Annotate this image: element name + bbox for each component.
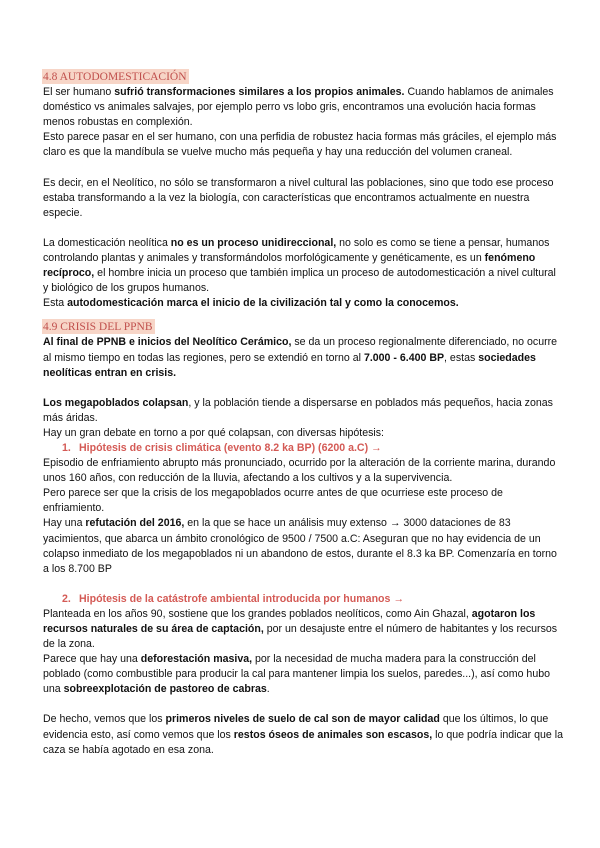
bold-text: 7.000 - 6.400 BP: [363, 351, 445, 364]
text: De hecho, vemos que los: [43, 713, 166, 726]
paragraph: [43, 607, 563, 652]
spacer: [43, 311, 563, 319]
bold-text: autodomesticación marca el inicio de la civilización tal y como la conocemos.: [67, 297, 459, 310]
paragraph: Hay un gran debate en torno a por qué colapsan, con diversas hipótesis:: [43, 426, 384, 439]
hypothesis-title: Hipótesis de la catástrofe ambiental introducida por humanos →: [79, 592, 404, 605]
text: el hombre inicia un proceso que también implica un proceso de autodomesticación a nivel cultural y biológico de los grupos humanos.: [43, 267, 556, 295]
paragraph: [43, 236, 563, 296]
document-page: [43, 69, 563, 758]
text: se da un proceso regionalmente diferenciado, no ocurre al mismo tiempo en todas las regiones, pero se extendió en torno al: [43, 336, 558, 364]
bold-text: primeros niveles de suelo de cal son de mayor calidad: [165, 713, 440, 726]
text: Planteada en los años 90, sostiene que los grandes poblados neolíticos, como Ain Ghazal,: [43, 607, 472, 620]
text: que los últimos, lo que evidencia esto, así como vemos que los: [43, 713, 549, 741]
bold-text: deforestación masiva,: [140, 653, 253, 666]
bold-text: fenómeno recíproco,: [43, 251, 536, 280]
spacer: [43, 697, 563, 712]
paragraph: Pero parece ser que la crisis de los megapoblados ocurre antes de que ocurriese este proceso de enfriamiento.: [43, 487, 503, 515]
hypothesis-heading-human: [43, 592, 563, 607]
paragraph: Es decir, en el Neolítico, no sólo se transformaron a nivel cultural las poblaciones, sino que todo ese proceso estaba transformando a la vez la biología, con características que encontramos actualmente en nuestra especie.: [43, 176, 554, 219]
text: , estas: [444, 351, 479, 364]
text: por la necesidad de mucha madera para la construcción del poblado (como combustible para producir la cal para mantener limpia los suelos, paredes...), así como hubo una: [43, 653, 550, 696]
paragraph: Episodio de enfriamiento abrupto más pronunciado, ocurrido por la alteración de la corriente marina, durando unos 160 años, con reducción de la lluvia, afectando a los cultivos y a la supervivencia.: [43, 457, 556, 485]
paragraph: [43, 712, 563, 757]
list-number: 1.: [62, 441, 71, 454]
bold-text: restos óseos de animales son escasos,: [233, 728, 433, 741]
paragraph: [43, 335, 563, 380]
text: en la que se hace un análisis muy extenso → 3000 dataciones de 83 yacimientos, que abarca un ámbito cronológico de 9500 / 7500 a.C: Aseguran que no hay evidencia de un colapso inmediato de los megapoblados ni un abandono de estos, durante el 8.3 ka BP. Comenzaría en torno a los 8.700 BP: [43, 517, 557, 575]
text: Hay una: [43, 517, 86, 530]
spacer: [43, 221, 563, 236]
text: Esta: [43, 297, 68, 310]
bold-text: no es un proceso unidireccional,: [170, 236, 337, 249]
text: Cuando hablamos de animales doméstico vs animales salvajes, por ejemplo perro vs lobo gris, encontramos una evolución hacia formas menos robustas en complexión.: [43, 86, 554, 129]
paragraph: [43, 85, 563, 130]
bold-text: sufrió transformaciones similares a los propios animales.: [114, 86, 405, 99]
text: , y la población tiende a dispersarse en poblados más pequeños, hacia zonas más áridas.: [43, 396, 553, 424]
spacer: [43, 577, 563, 592]
text: por un desajuste entre el número de habitantes y los recursos de la zona.: [43, 623, 558, 651]
bold-text: sobreexplotación de pastoreo de cabras: [63, 683, 267, 696]
list-number: 2.: [62, 592, 71, 605]
bold-text: sociedades neolíticas entran en crisis.: [43, 351, 536, 379]
text: no solo es como se tiene a pensar, humanos controlando plantas y animales y transformándolos morfológicamente y genéticamente, es un: [43, 236, 550, 264]
section-heading-autodomesticacion: 4.8 AUTODOMESTICACIÓN: [43, 71, 187, 83]
text: .: [266, 683, 270, 696]
paragraph: Esto parece pasar en el ser humano, con una perfidia de robustez hacia formas más gráciles, el ejemplo más claro es que la mandíbula se vuelve mucho más pequeña y hay una reducción del volumen craneal.: [43, 131, 557, 159]
paragraph: [43, 396, 563, 426]
paragraph: [43, 296, 563, 311]
bold-text: Los megapoblados colapsan: [43, 396, 189, 409]
bold-text: Al final de PPNB e inicios del Neolítico Cerámico,: [43, 336, 292, 349]
hypothesis-heading-climatic: [43, 441, 563, 456]
paragraph: [43, 516, 563, 576]
text: lo que podría indicar que la caza se había agotado en esa zona.: [43, 728, 563, 756]
spacer: [43, 381, 563, 396]
paragraph: [43, 652, 563, 697]
text: La domesticación neolítica: [43, 236, 171, 249]
text: Parece que hay una: [43, 653, 141, 666]
bold-text: refutación del 2016,: [85, 517, 185, 530]
spacer: [43, 161, 563, 176]
bold-text: agotaron los recursos naturales de su área de captación,: [43, 607, 536, 635]
section-heading-crisis-ppnb: 4.9 CRISIS DEL PPNB: [43, 321, 153, 334]
hypothesis-title: Hipótesis de crisis climática (evento 8.2 ka BP) (6200 a.C) →: [79, 441, 382, 454]
text: El ser humano: [43, 86, 115, 99]
